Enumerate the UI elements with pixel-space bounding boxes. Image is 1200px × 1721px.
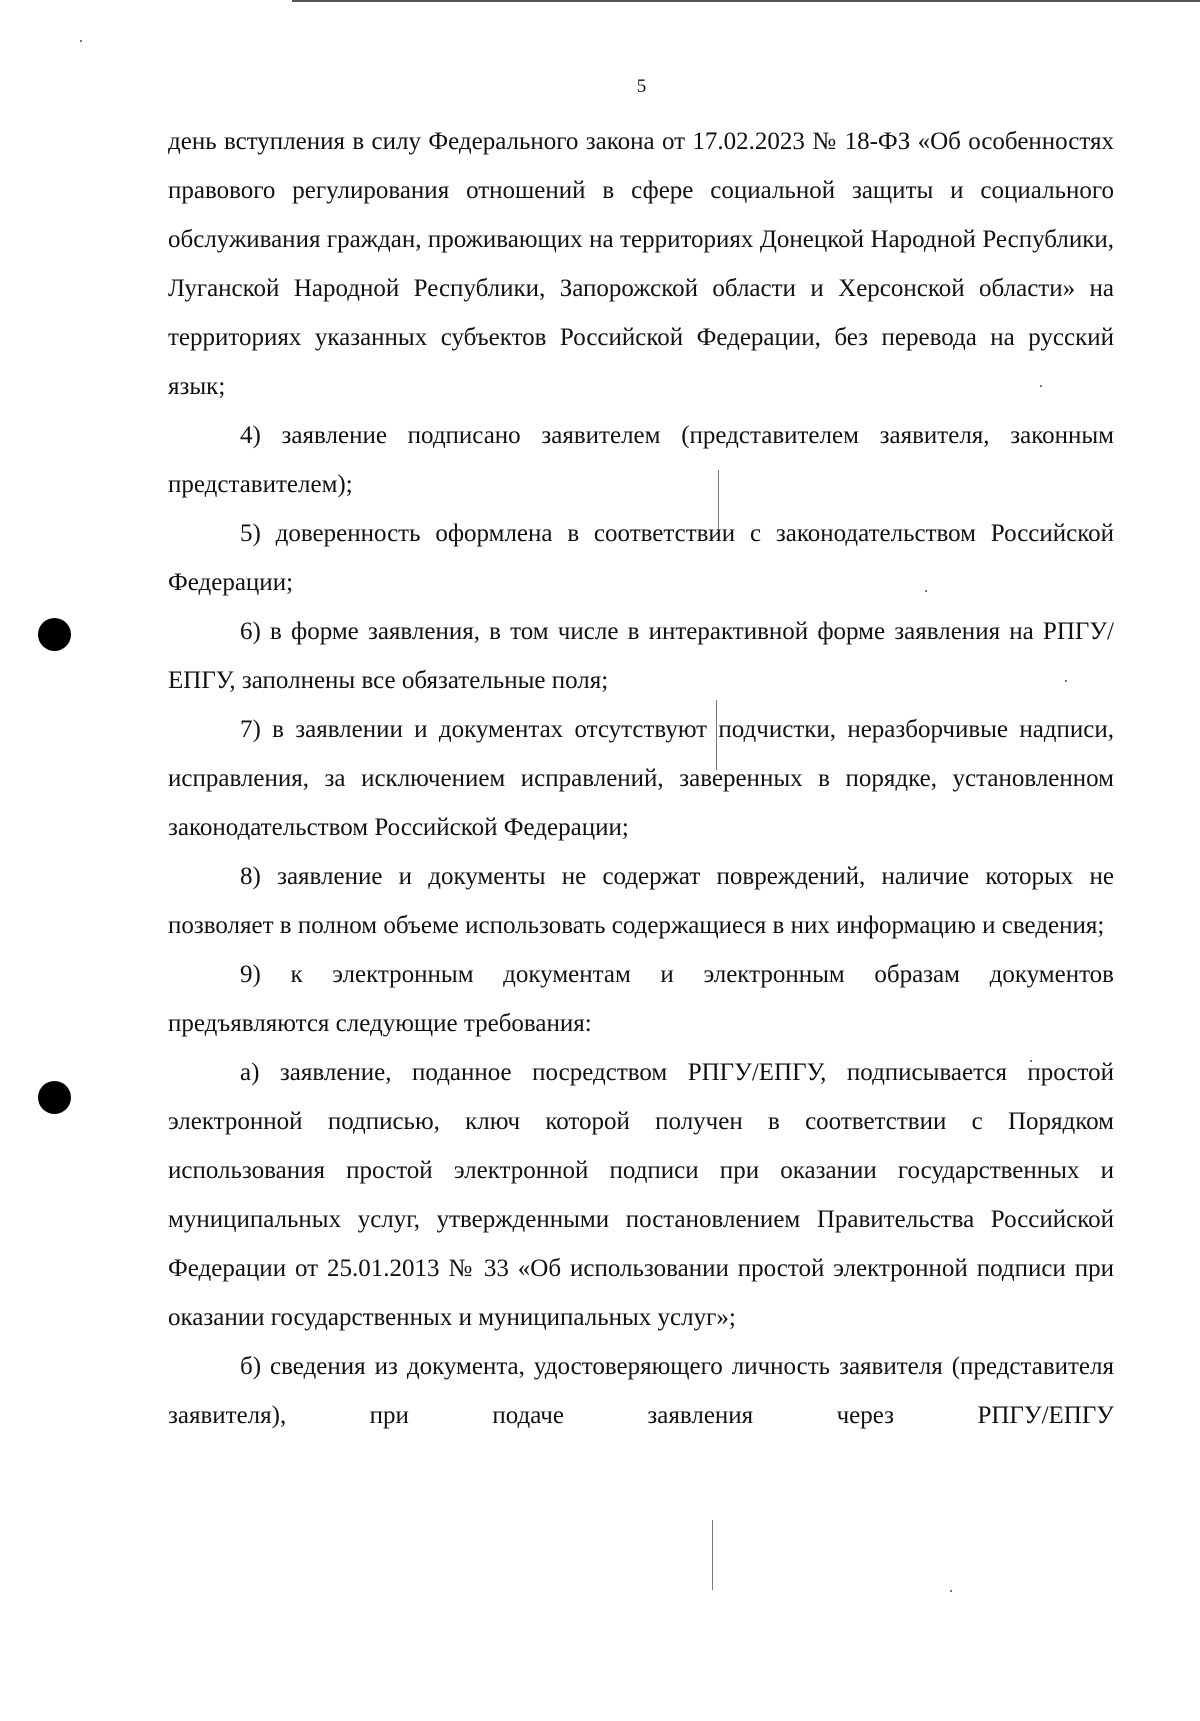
sub-item-b: б) сведения из документа, удостоверяющего личность заявителя (представителя заявителя), при подаче заявления через РПГУ/ЕПГУ bbox=[168, 1353, 1114, 1429]
scan-speck bbox=[80, 40, 82, 42]
scan-speck bbox=[950, 1590, 952, 1592]
scan-border-line bbox=[292, 0, 1200, 2]
list-item-8: 8) заявление и документы не содержат повреждений, наличие которых не позволяет в полном объеме использовать содержащиеся в них информацию и сведения; bbox=[168, 863, 1114, 939]
list-item-6: 6) в форме заявления, в том числе в интерактивной форме заявления на РПГУ/ЕПГУ, заполнены все обязательные поля; bbox=[168, 618, 1114, 694]
document-body bbox=[168, 117, 1114, 1440]
sub-item-a: а) заявление, поданное посредством РПГУ/ЕПГУ, подписывается простой электронной подписью, ключ которой получен в соответствии с Порядком использования простой электронной подписи при оказании государственных и муниципальных услуг, утвержденными постановлением Правительства Российской Федерации от 25.01.2013 № 33 «Об использовании простой электронной подписи при оказании государственных и муниципальных услуг»; bbox=[168, 1059, 1114, 1331]
punch-hole-mark bbox=[38, 1081, 71, 1114]
punch-hole-mark bbox=[38, 618, 71, 651]
list-item-5: 5) доверенность оформлена в соответствии с законодательством Российской Федерации; bbox=[168, 520, 1114, 596]
page-number: 5 bbox=[636, 76, 647, 97]
scan-speck bbox=[712, 1520, 713, 1590]
paragraph-continuation: день вступления в силу Федерального закона от 17.02.2023 № 18-ФЗ «Об особенностях правового регулирования отношений в сфере социальной защиты и социального обслуживания граждан, проживающих на территориях Донецкой Народной Республики, Луганской Народной Республики, Запорожской области и Херсонской области» на территориях указанных субъектов Российской Федерации, без перевода на русский язык; bbox=[168, 128, 1114, 400]
list-item-7: 7) в заявлении и документах отсутствуют подчистки, неразборчивые надписи, исправления, за исключением исправлений, заверенных в порядке, установленном законодательством Российской Федерации; bbox=[168, 716, 1114, 841]
list-item-9: 9) к электронным документам и электронным образам документов предъявляются следующие требования: bbox=[168, 961, 1114, 1037]
list-item-4: 4) заявление подписано заявителем (представителем заявителя, законным представителем); bbox=[168, 422, 1114, 498]
